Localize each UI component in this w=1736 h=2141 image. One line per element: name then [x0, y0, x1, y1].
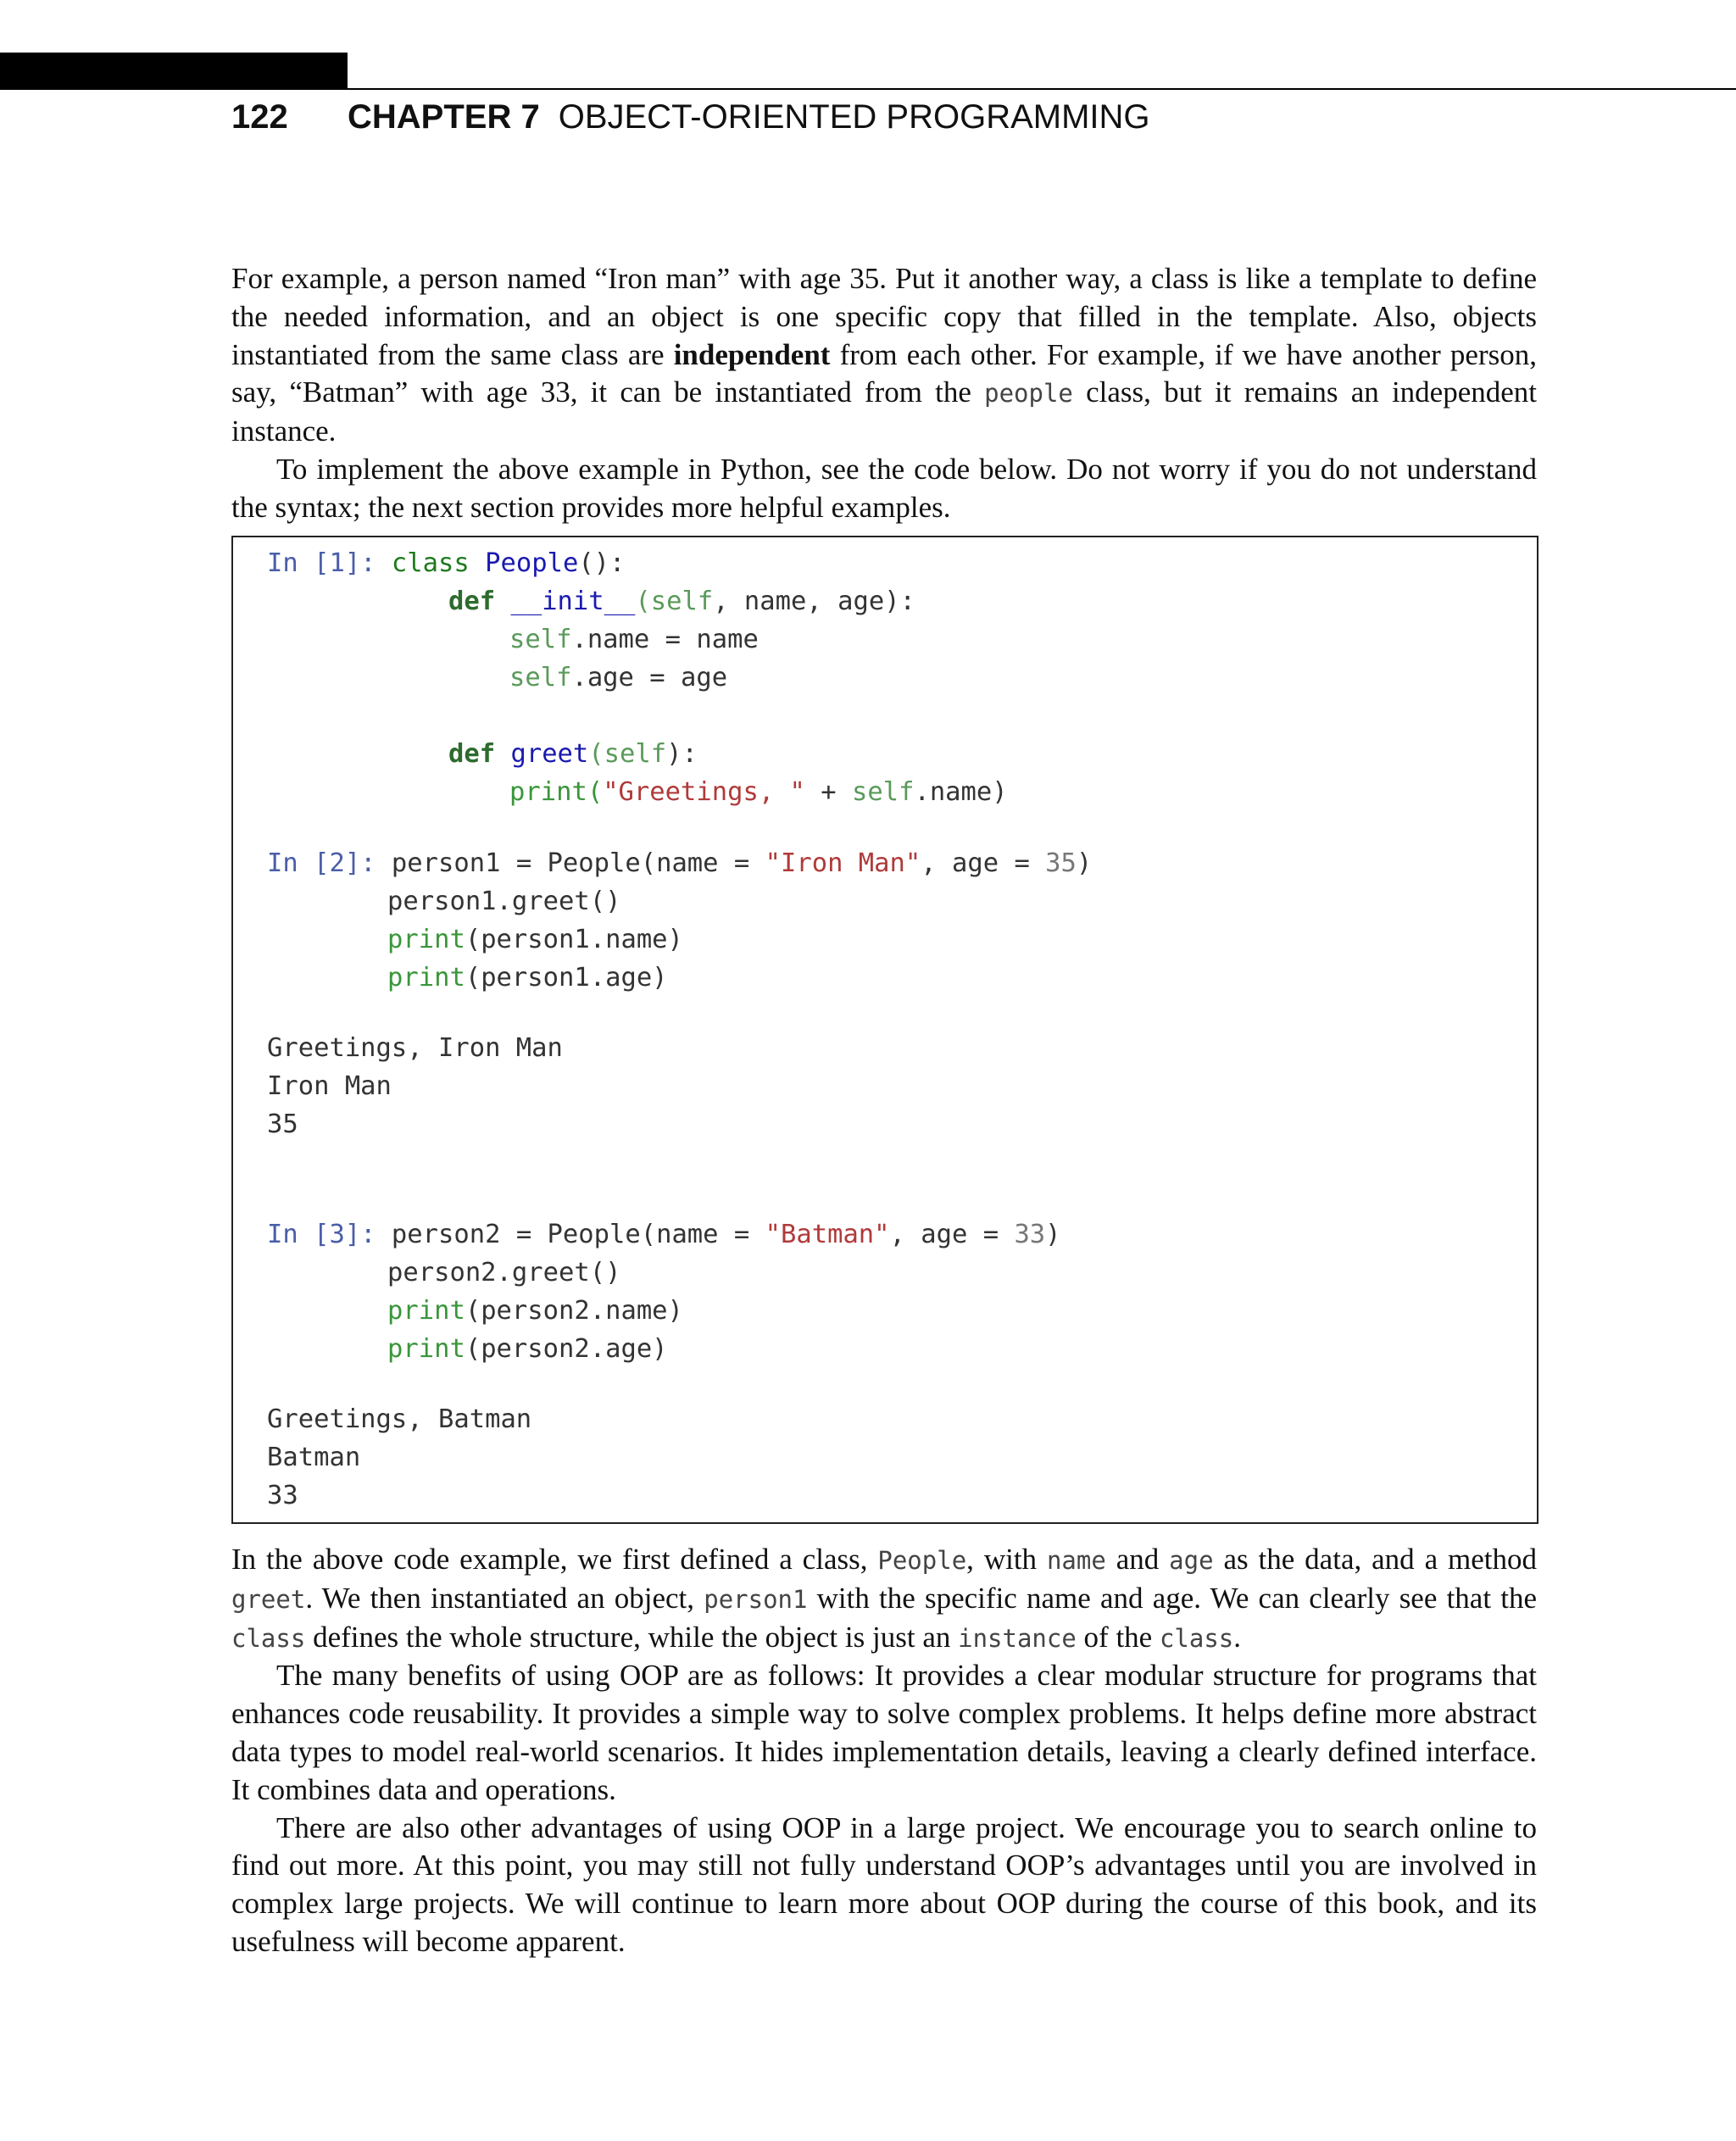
inline-code: person1	[704, 1584, 808, 1614]
text-run: defines the whole structure, while the object is just an	[305, 1620, 959, 1654]
text-run: with the specific name and age. We can clearly see that the	[807, 1581, 1537, 1615]
text-run: . We then instantiated an object,	[305, 1581, 704, 1615]
running-header	[231, 92, 1150, 142]
code-token: (person2.age)	[465, 1334, 668, 1364]
header-rule	[348, 88, 1736, 90]
code-token: print	[387, 1296, 465, 1326]
code-token: def	[448, 739, 496, 769]
intro-text	[231, 260, 1537, 527]
code-token: ():	[578, 548, 626, 578]
code-token: __init__	[510, 587, 636, 616]
code-token: .age = age	[571, 663, 728, 692]
text-run: class, but it remains an independent instance.	[231, 375, 1537, 448]
code-token: print	[387, 963, 465, 993]
code-line	[509, 659, 727, 697]
output-line: Iron Man	[267, 1071, 392, 1101]
code-token: "Greetings, "	[603, 777, 805, 807]
code-token: 33	[1014, 1220, 1046, 1249]
code-token: print	[387, 1334, 465, 1364]
code-line	[387, 1330, 668, 1368]
code-token: self	[509, 663, 572, 692]
code-token: ):	[666, 739, 698, 769]
text-run: For example, a person named “Iron man” with age 35. Put it another way, a class is like a template to define the needed information, and an object is one specific copy that filled in the template. Also, objects instantiated from the same class are	[231, 262, 1537, 371]
code-line	[448, 735, 698, 773]
code-token: self	[852, 777, 915, 807]
bold-term: independent	[673, 337, 831, 371]
code-line	[387, 1292, 683, 1330]
code-line: person1.greet()	[387, 887, 621, 916]
chapter-title: OBJECT-ORIENTED PROGRAMMING	[558, 97, 1150, 136]
inline-code: greet	[231, 1584, 306, 1614]
text-run: and	[1105, 1543, 1170, 1576]
code-token: 35	[1045, 848, 1077, 878]
code-token: class	[391, 548, 470, 578]
inline-code: people	[984, 379, 1073, 409]
text-run: as the data, and a method	[1213, 1543, 1537, 1576]
code-token: (person1.age)	[465, 963, 668, 993]
intro-paragraph-1	[231, 260, 1537, 451]
code-token: )	[1076, 848, 1093, 878]
cell-prompt: In [1]:	[267, 548, 376, 578]
code-token: , age =	[921, 848, 1046, 878]
output-line: Batman	[267, 1443, 361, 1472]
code-line	[267, 1215, 1061, 1254]
chapter-label: CHAPTER 7	[348, 97, 540, 136]
text-run: from each other. For example, if we have another person, say, “Batman” with age 33, it can be instantiated from the	[231, 337, 1537, 409]
code-line: person2.greet()	[387, 1258, 621, 1287]
code-line	[509, 773, 1008, 811]
code-token: )	[1045, 1220, 1061, 1249]
code-token: , name, age):	[713, 587, 915, 616]
code-listing	[231, 536, 1538, 1524]
text-run: In the above code example, we first defined a class,	[231, 1543, 878, 1576]
code-token: (person2.name)	[465, 1296, 683, 1326]
code-token: (person1.name)	[465, 925, 683, 954]
code-token: (	[635, 587, 651, 616]
code-token: People	[485, 548, 579, 578]
inline-code: class	[1159, 1623, 1234, 1653]
after-paragraph-2: The many benefits of using OOP are as follows: It provides a clear modular structure for programs that enhances code reusability. It provides a simple way to solve complex problems. It helps define more abstract data types to model real-world scenarios. It hides implementation details, leaving a clearly defined interface. It combines data and operations.	[231, 1659, 1537, 1806]
code-token: self	[650, 587, 714, 616]
inline-code: name	[1046, 1546, 1106, 1575]
cell-prompt: In [3]:	[267, 1220, 376, 1249]
code-line	[509, 620, 759, 659]
cell-prompt: In [2]:	[267, 848, 376, 878]
after-paragraph-3: There are also other advantages of using OOP in a large project. We encourage you to search online to find out more. At this point, you may still not fully understand OOP’s advantages until you are involved in complex large projects. We will continue to learn more about OOP during the course of this book, and its usefulness will become apparent.	[231, 1810, 1537, 1958]
code-token: def	[448, 587, 496, 616]
text-run: .	[1233, 1620, 1242, 1654]
code-line	[448, 582, 915, 620]
after-paragraph-1	[231, 1541, 1537, 1657]
header-black-bar	[0, 53, 348, 90]
code-token: , age =	[889, 1220, 1015, 1249]
code-line	[387, 959, 668, 997]
after-text	[231, 1541, 1537, 1961]
code-token: "Iron Man"	[765, 848, 921, 878]
code-token: person2 = People(name =	[391, 1220, 765, 1249]
code-token: "Batman"	[765, 1220, 890, 1249]
code-token: .name = name	[571, 625, 759, 654]
page-number: 122	[231, 97, 288, 136]
output-line: 35	[267, 1109, 298, 1139]
code-token: print(	[509, 777, 604, 807]
code-token: print	[387, 925, 465, 954]
inline-code: instance	[958, 1623, 1077, 1653]
code-token: (	[588, 739, 604, 769]
code-line	[267, 844, 1092, 882]
code-token: +	[804, 777, 852, 807]
code-line	[267, 544, 625, 582]
inline-code: age	[1169, 1546, 1214, 1575]
output-line: Greetings, Batman	[267, 1404, 532, 1434]
inline-code: People	[877, 1546, 967, 1575]
code-line	[387, 920, 683, 959]
text-run: , with	[966, 1543, 1047, 1576]
text-run: of the	[1076, 1620, 1160, 1654]
output-line: Greetings, Iron Man	[267, 1033, 563, 1063]
code-token: person1 = People(name =	[391, 848, 765, 878]
intro-paragraph-2: To implement the above example in Python, see the code below. Do not worry if you do not understand the syntax; the next section provides more helpful examples.	[231, 452, 1537, 524]
output-line: 33	[267, 1481, 298, 1510]
code-token: greet	[510, 739, 589, 769]
code-token: .name)	[914, 777, 1008, 807]
code-token: self	[604, 739, 667, 769]
code-token: self	[509, 625, 572, 654]
inline-code: class	[231, 1623, 306, 1653]
